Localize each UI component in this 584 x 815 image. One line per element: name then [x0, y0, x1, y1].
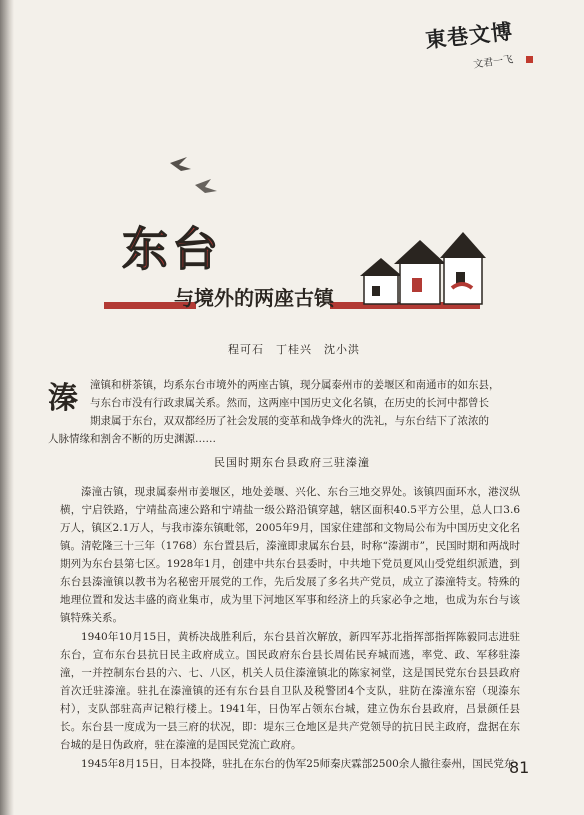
lead-line: 与东台市没有行政隶属关系。然而，这两座中国历史文化名镇，在历史的长河中都曾长	[90, 397, 489, 409]
page-number: 81	[509, 758, 530, 777]
column-title: 東巷文博	[423, 18, 515, 53]
binding-shadow	[0, 0, 14, 815]
column-signature: 文君一飞	[472, 54, 514, 71]
drop-cap: 溱	[48, 381, 78, 416]
lead-line: 潼镇和栟茶镇，均系东台市境外的两座古镇，现分属泰州市的姜堰区和南通市的如东县，	[90, 379, 500, 391]
column-logo	[425, 20, 540, 75]
ancient-town-illustration	[360, 228, 488, 310]
section-heading: 民国时期东台县政府三驻溱潼	[214, 456, 370, 469]
lead-paragraph	[48, 376, 520, 448]
byline: 程可石 丁桂兴 沈小洪	[228, 343, 360, 356]
lead-line: 期隶属于东台，双双都经历了社会发展的变革和战争烽火的洗礼，与东台结下了浓浓的	[90, 415, 489, 427]
article-subtitle: 与境外的两座古镇	[174, 286, 334, 310]
body-paragraph: 溱潼古镇，现隶属泰州市姜堰区，地处姜堰、兴化、东台三地交界处。该镇四面环水，港汊纵横，宁启铁路，宁靖盐高速公路和宁靖盐一级公路沿镇穿越，辖区面积40.5平方公里，总人口3.6万人，镇区2.1万人，与我市溱东镇毗邻，2005年9月，国家住建部和文物局公布为中国历史文化名镇。清乾隆三十三年（1768）东台置县后，溱潼即隶属东台县，时称“溱湖市”，民国时期和两战时期列为东台县第七区。1928年1月，创建中共东台县委时，中共地下党员夏风山受党组织派遣，到东台县溱潼镇以教书为名秘密开展党的工作，先后发展了多名共产党员，成立了溱潼特支。特殊的地理位置和发达丰盛的商业集市，成为里下河地区军事和经济上的兵家必争之地，也成为东台与该镇特殊关系。	[60, 486, 520, 624]
article-title: 东台	[122, 222, 222, 276]
lead-line: 人脉情缘和割舍不断的历史渊源……	[48, 433, 216, 445]
body-paragraph: 1945年8月15日，日本投降，驻扎在东台的伪军25师秦庆霖部2500余人撤往泰州，国民党东	[81, 758, 515, 770]
body-paragraph: 1940年10月15日，黄桥决战胜利后，东台县首次解放，新四军苏北指挥部指挥陈毅同志进驻东台，宣布东台县抗日民主政府成立。国民政府东台县长周佑民弃城而逃，率党、政、军移驻溱潼，一并控制东台县的六、七、八区，机关人员住溱潼镇北的陈家祠堂，这是国民党东台县县政府首次迁驻溱潼。驻扎在溱潼镇的还有东台县自卫队及税警团4个支队，驻防在溱潼东窑（现溱东村），支队部驻高声记粮行楼上。1941年，日伪军占领东台城，建立伪东台县政府，吕景颜任县长。东台县一度成为一县三府的状况，即：堤东三仓地区是共产党领导的抗日民主政府，盘据在东台城的是日伪政府，驻在溱潼的是国民党流亡政府。	[60, 631, 520, 751]
swallows-illustration	[165, 145, 225, 205]
article-body	[60, 483, 520, 774]
seal-stamp	[526, 56, 533, 63]
